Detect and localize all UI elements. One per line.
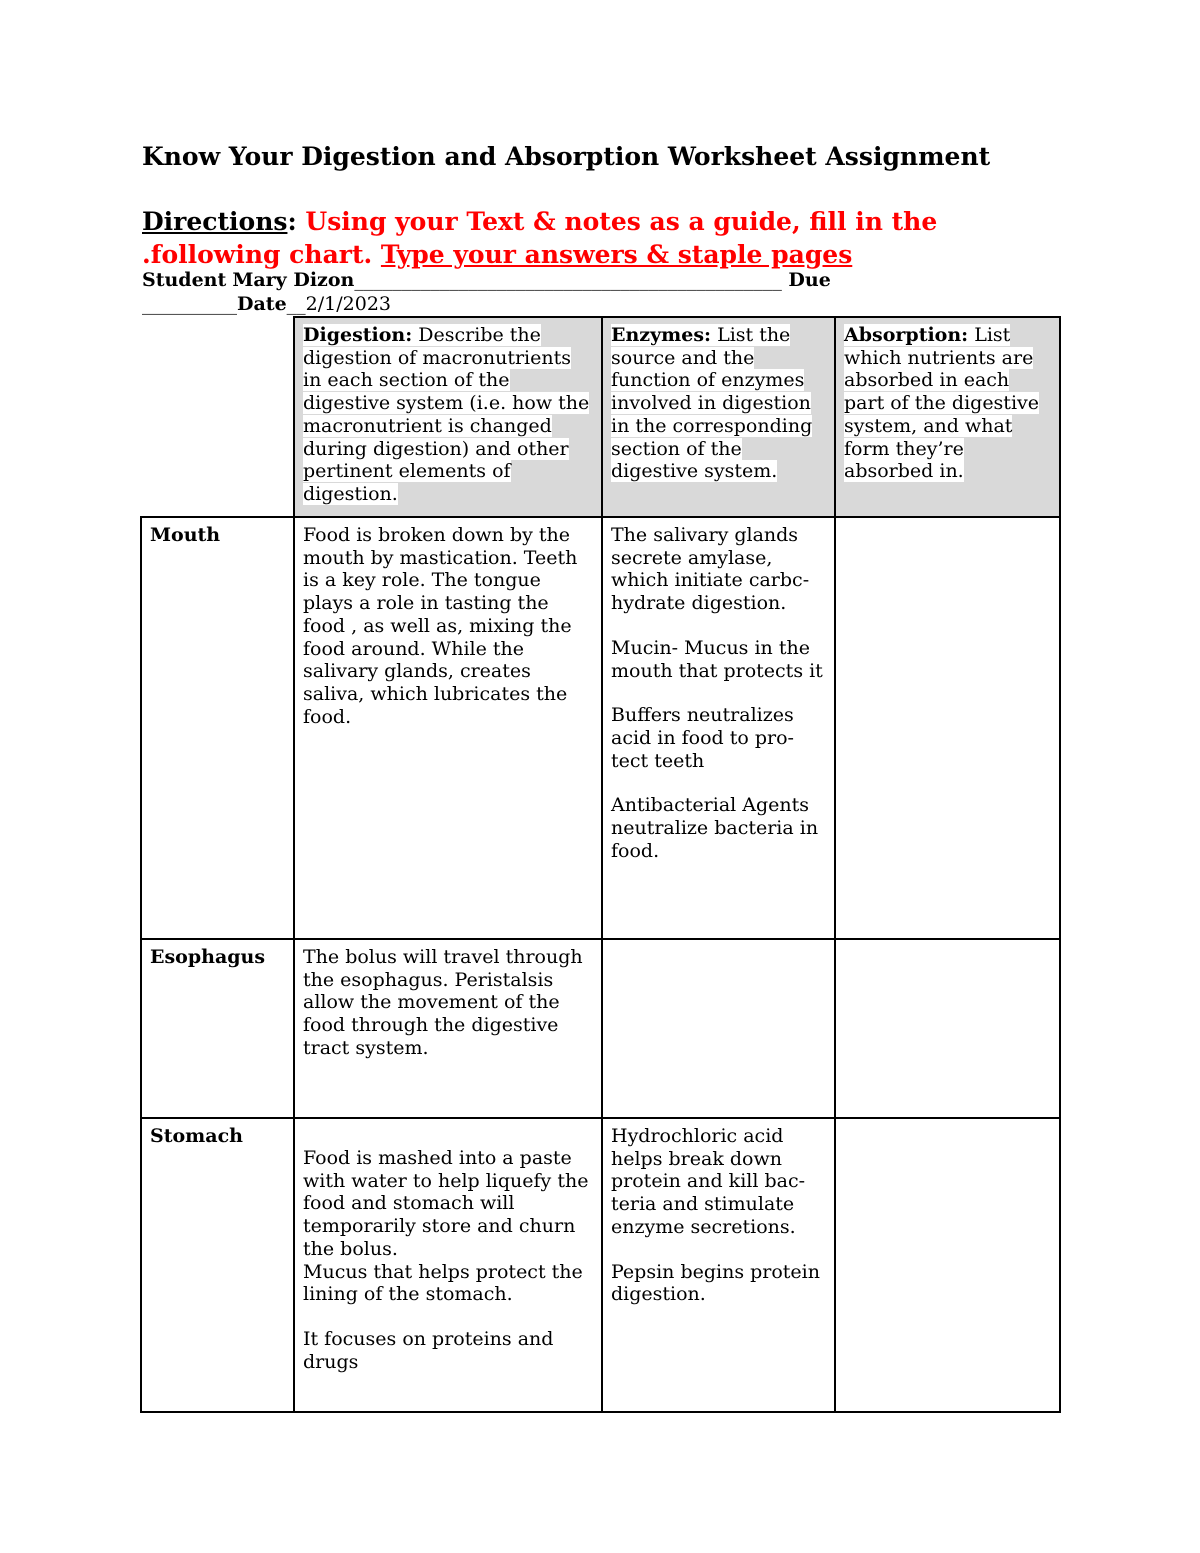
digestion-chart — [140, 316, 1061, 1413]
directions-underlined: Type your answers & staple pages — [380, 240, 853, 269]
text-paragraph: Hydrochloric acid helps break down protein and kill bac-teria and stimulate enzyme secretions. — [611, 1125, 806, 1238]
text-paragraph: The bolus will travel through the esophagus. Peristalsis allow the movement of the food through the digestive tract system. — [303, 946, 583, 1059]
row-label-esophagus: Esophagus — [141, 939, 294, 1118]
student-name-line: _____________________________________________ — [354, 269, 782, 291]
table-row-esophagus — [141, 939, 1060, 1118]
cell-mouth-digestion — [294, 517, 602, 939]
text-paragraph: Food is broken down by the mouth by mastication. Teeth is a key role. The tongue plays a role in tasting the food , as well as, mixing the food around. While the salivary glands, creates saliva, which lubricates the food. — [303, 524, 578, 728]
header-digestion-bold: Digestion: — [303, 324, 413, 346]
text-paragraph: Food is mashed into a paste with water to help liquefy the food and stomach will temporarily store and churn the bolus. Mucus that helps protect the lining of the stomach. — [303, 1147, 589, 1306]
directions-label: Directions — [142, 207, 288, 236]
header-digestion — [294, 317, 602, 517]
directions-text: Using your Text & notes as a guide, fill in the .following chart. — [142, 207, 938, 269]
due-label: Due — [781, 269, 831, 291]
table-row-mouth — [141, 517, 1060, 939]
cell-mouth-enzymes — [602, 517, 835, 939]
directions — [142, 205, 1052, 271]
blank-corner-cell — [141, 317, 294, 517]
student-line — [142, 268, 1052, 316]
table-row-stomach — [141, 1118, 1060, 1412]
text-paragraph: It focuses on proteins and drugs — [303, 1327, 554, 1373]
date-label: Date — [237, 293, 287, 315]
student-name: Mary Dizon — [232, 269, 355, 291]
header-absorption-bold: Absorption: — [844, 324, 969, 346]
cell-stomach-enzymes — [602, 1118, 835, 1412]
text-paragraph: Pepsin begins protein digestion. — [611, 1260, 820, 1306]
text-paragraph: Mucin- Mucus in the mouth that protects it — [611, 636, 823, 682]
student-label: Student — [142, 269, 227, 291]
header-row — [141, 317, 1060, 517]
date-value: __2/1/2023 — [286, 293, 391, 315]
text-paragraph: Antibacterial Agents neutralize bacteria in food. — [611, 794, 819, 862]
row-label-mouth: Mouth — [141, 517, 294, 939]
text-paragraph: The salivary glands secrete amylase, which initiate carbc-hydrate digestion. — [611, 524, 810, 615]
cell-stomach-absorption — [835, 1118, 1060, 1412]
text-paragraph: Buffers neutralizes acid in food to pro-tect teeth — [611, 704, 794, 772]
header-enzymes — [602, 317, 835, 517]
header-enzymes-text: List the source and the function of enzymes involved in digestion in the corresponding section of the digestive system. — [611, 324, 813, 483]
row-label-stomach: Stomach — [141, 1118, 294, 1412]
cell-esophagus-absorption — [835, 939, 1060, 1118]
directions-colon: : — [287, 207, 297, 236]
cell-stomach-digestion — [294, 1118, 602, 1412]
header-absorption — [835, 317, 1060, 517]
header-absorption-text: List which nutrients are absorbed in each part of the digestive system, and what form they’re absorbed in. — [844, 324, 1040, 483]
date-prefix: __________ — [142, 293, 237, 315]
header-enzymes-bold: Enzymes: — [611, 324, 712, 346]
header-digestion-text: Describe the digestion of macronutrients in each section of the digestive system (i.e. how the macronutrient is changed during digestion) and other pertinent elements of digestion. — [303, 324, 590, 505]
cell-esophagus-enzymes — [602, 939, 835, 1118]
cell-mouth-absorption — [835, 517, 1060, 939]
cell-esophagus-digestion — [294, 939, 602, 1118]
worksheet-title: Know Your Digestion and Absorption Worksheet Assignment — [142, 142, 991, 171]
